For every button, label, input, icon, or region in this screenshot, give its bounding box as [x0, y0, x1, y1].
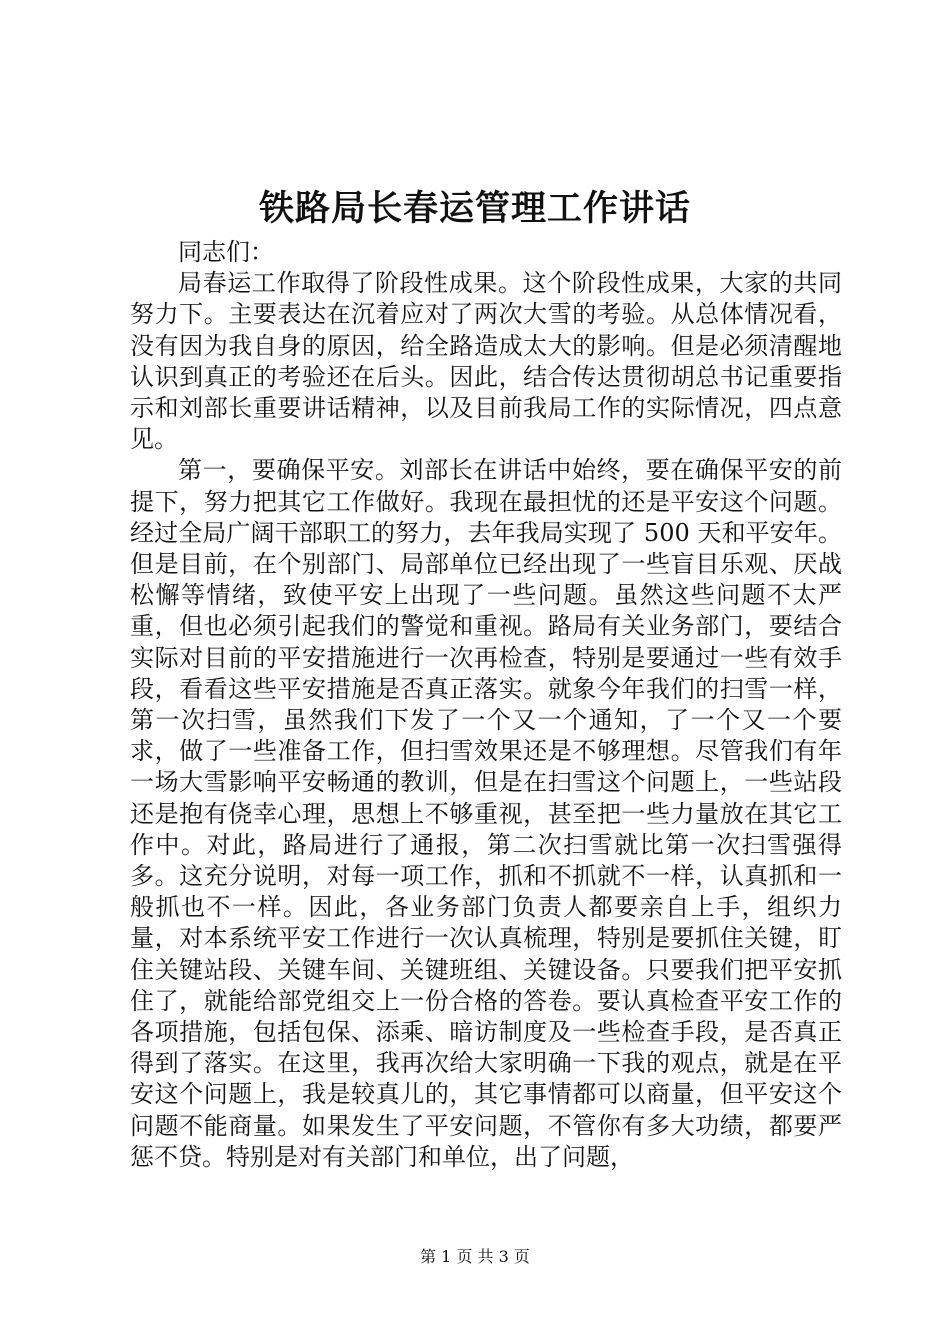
document-body	[130, 237, 842, 1173]
page-number: 第 1 页 共 3 页	[420, 1247, 530, 1266]
salutation-paragraph: 同志们：	[178, 238, 274, 266]
intro-paragraph: 局春运工作取得了阶段性成果。这个阶段性成果，大家的共同努力下。主要表达在沉着应对了两次大雪的考验。从总体情况看，没有因为我自身的原因，给全路造成太大的影响。但是必须清醒地认识到真正的考验还在后头。因此，结合传达贯彻胡总书记重要指示和刘部长重要讲话精神，以及目前我局工作的实际情况，四点意见。	[130, 269, 842, 454]
safety-paragraph: 第一，要确保平安。刘部长在讲话中始终，要在确保平安的前提下，努力把其它工作做好。我现在最担忧的还是平安这个问题。经过全局广阔干部职工的努力，去年我局实现了 500 天和平安年。但是目前，在个别部门、局部单位已经出现了一些盲目乐观、厌战松懈等情绪，致使平安上出现了一些问题。虽然这些问题不太严重，但也必须引起我们的警觉和重视。路局有关业务部门，要结合实际对目前的平安措施进行一次再检查，特别是要通过一些有效手段，看看这些平安措施是否真正落实。就象今年我们的扫雪一样，第一次扫雪，虽然我们下发了一个又一个通知，了一个又一个要求，做了一些准备工作，但扫雪效果还是不够理想。尽管我们有年一场大雪影响平安畅通的教训，但是在扫雪这个问题上，一些站段还是抱有侥幸心理，思想上不够重视，甚至把一些力量放在其它工作中。对此，路局进行了通报，第二次扫雪就比第一次扫雪强得多。这充分说明，对每一项工作，抓和不抓就不一样，认真抓和一般抓也不一样。因此，各业务部门负责人都要亲自上手，组织力量，对本系统平安工作进行一次认真梳理，特别是要抓住关键，盯住关键站段、关键车间、关键班组、关键设备。只要我们把平安抓住了，就能给部党组交上一份合格的答卷。要认真检查平安工作的各项措施，包括包保、添乘、暗访制度及一些检查手段，是否真正得到了落实。在这里，我再次给大家明确一下我的观点，就是在平安这个问题上，我是较真儿的，其它事情都可以商量，但平安这个问题不能商量。如果发生了平安问题，不管你有多大功绩，都要严惩不贷。特别是对有关部门和单位，出了问题，	[130, 456, 842, 1171]
document-title: 铁路局长春运管理工作讲话	[258, 188, 691, 229]
